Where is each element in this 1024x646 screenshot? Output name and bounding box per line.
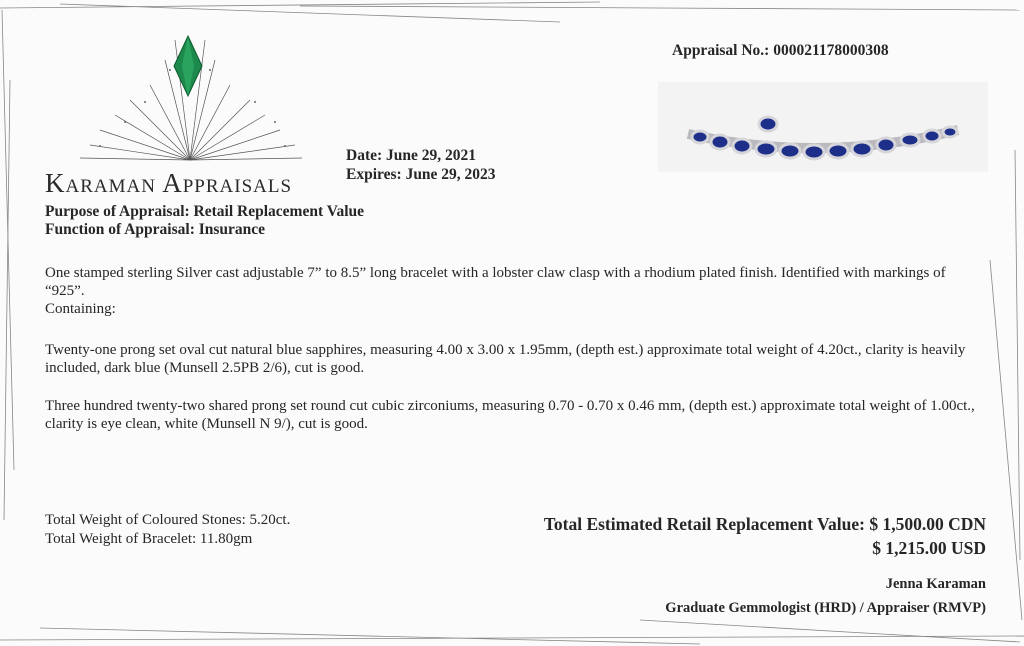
sapphire-description: Twenty-one prong set oval cut natural blue sapphires, measuring 4.00 x 3.00 x 1.95mm, (depth est.) approximate total weight of 4.20ct., clarity is heavily included, dark blue (Munsell 2.5PB 2/6), cut is good. xyxy=(45,342,966,376)
expires-label: Expires: June 29, 2023 xyxy=(346,166,496,183)
appraiser-title: Graduate Gemmologist (HRD) / Appraiser (RMVP) xyxy=(665,600,986,616)
appraiser-name: Jenna Karaman xyxy=(885,576,986,592)
description-paragraph: One stamped sterling Silver cast adjustable 7” to 8.5” long bracelet with a lobster claw clasp with a rhodium plated finish. Identified with markings of “925”. xyxy=(45,265,946,299)
bracelet-photo xyxy=(658,82,988,172)
dates-block xyxy=(346,146,496,184)
function-of-appraisal: Function of Appraisal: Insurance xyxy=(45,221,266,238)
value-usd: $ 1,215.00 USD xyxy=(872,538,986,558)
coloured-stones-weight: Total Weight of Coloured Stones: 5.20ct. xyxy=(45,512,291,528)
purpose-block xyxy=(45,203,364,239)
value-cdn: Total Estimated Retail Replacement Value: $ 1,500.00 CDN xyxy=(543,514,986,534)
containing-label: Containing: xyxy=(45,301,116,317)
item-description xyxy=(45,264,985,318)
replacement-value-block xyxy=(544,512,986,560)
logo-fan-icon xyxy=(70,30,310,170)
zirconium-description: Three hundred twenty-two shared prong set round cut cubic zirconiums, measuring 0.70 - 0.70 x 0.46 mm, (depth est.) approximate total weight of 1.00ct., clarity is eye clean, white (Munsell N 9/), cut is good. xyxy=(45,398,975,432)
brand-name: Karaman Appraisals xyxy=(45,168,293,198)
date-label: Date: June 29, 2021 xyxy=(346,147,477,164)
weights-block xyxy=(45,511,290,549)
bracelet-weight: Total Weight of Bracelet: 11.80gm xyxy=(45,531,253,547)
purpose-of-appraisal: Purpose of Appraisal: Retail Replacement Value xyxy=(45,203,365,220)
signature-block xyxy=(665,572,986,620)
appraisal-number: Appraisal No.: 000021178000308 xyxy=(672,42,889,59)
